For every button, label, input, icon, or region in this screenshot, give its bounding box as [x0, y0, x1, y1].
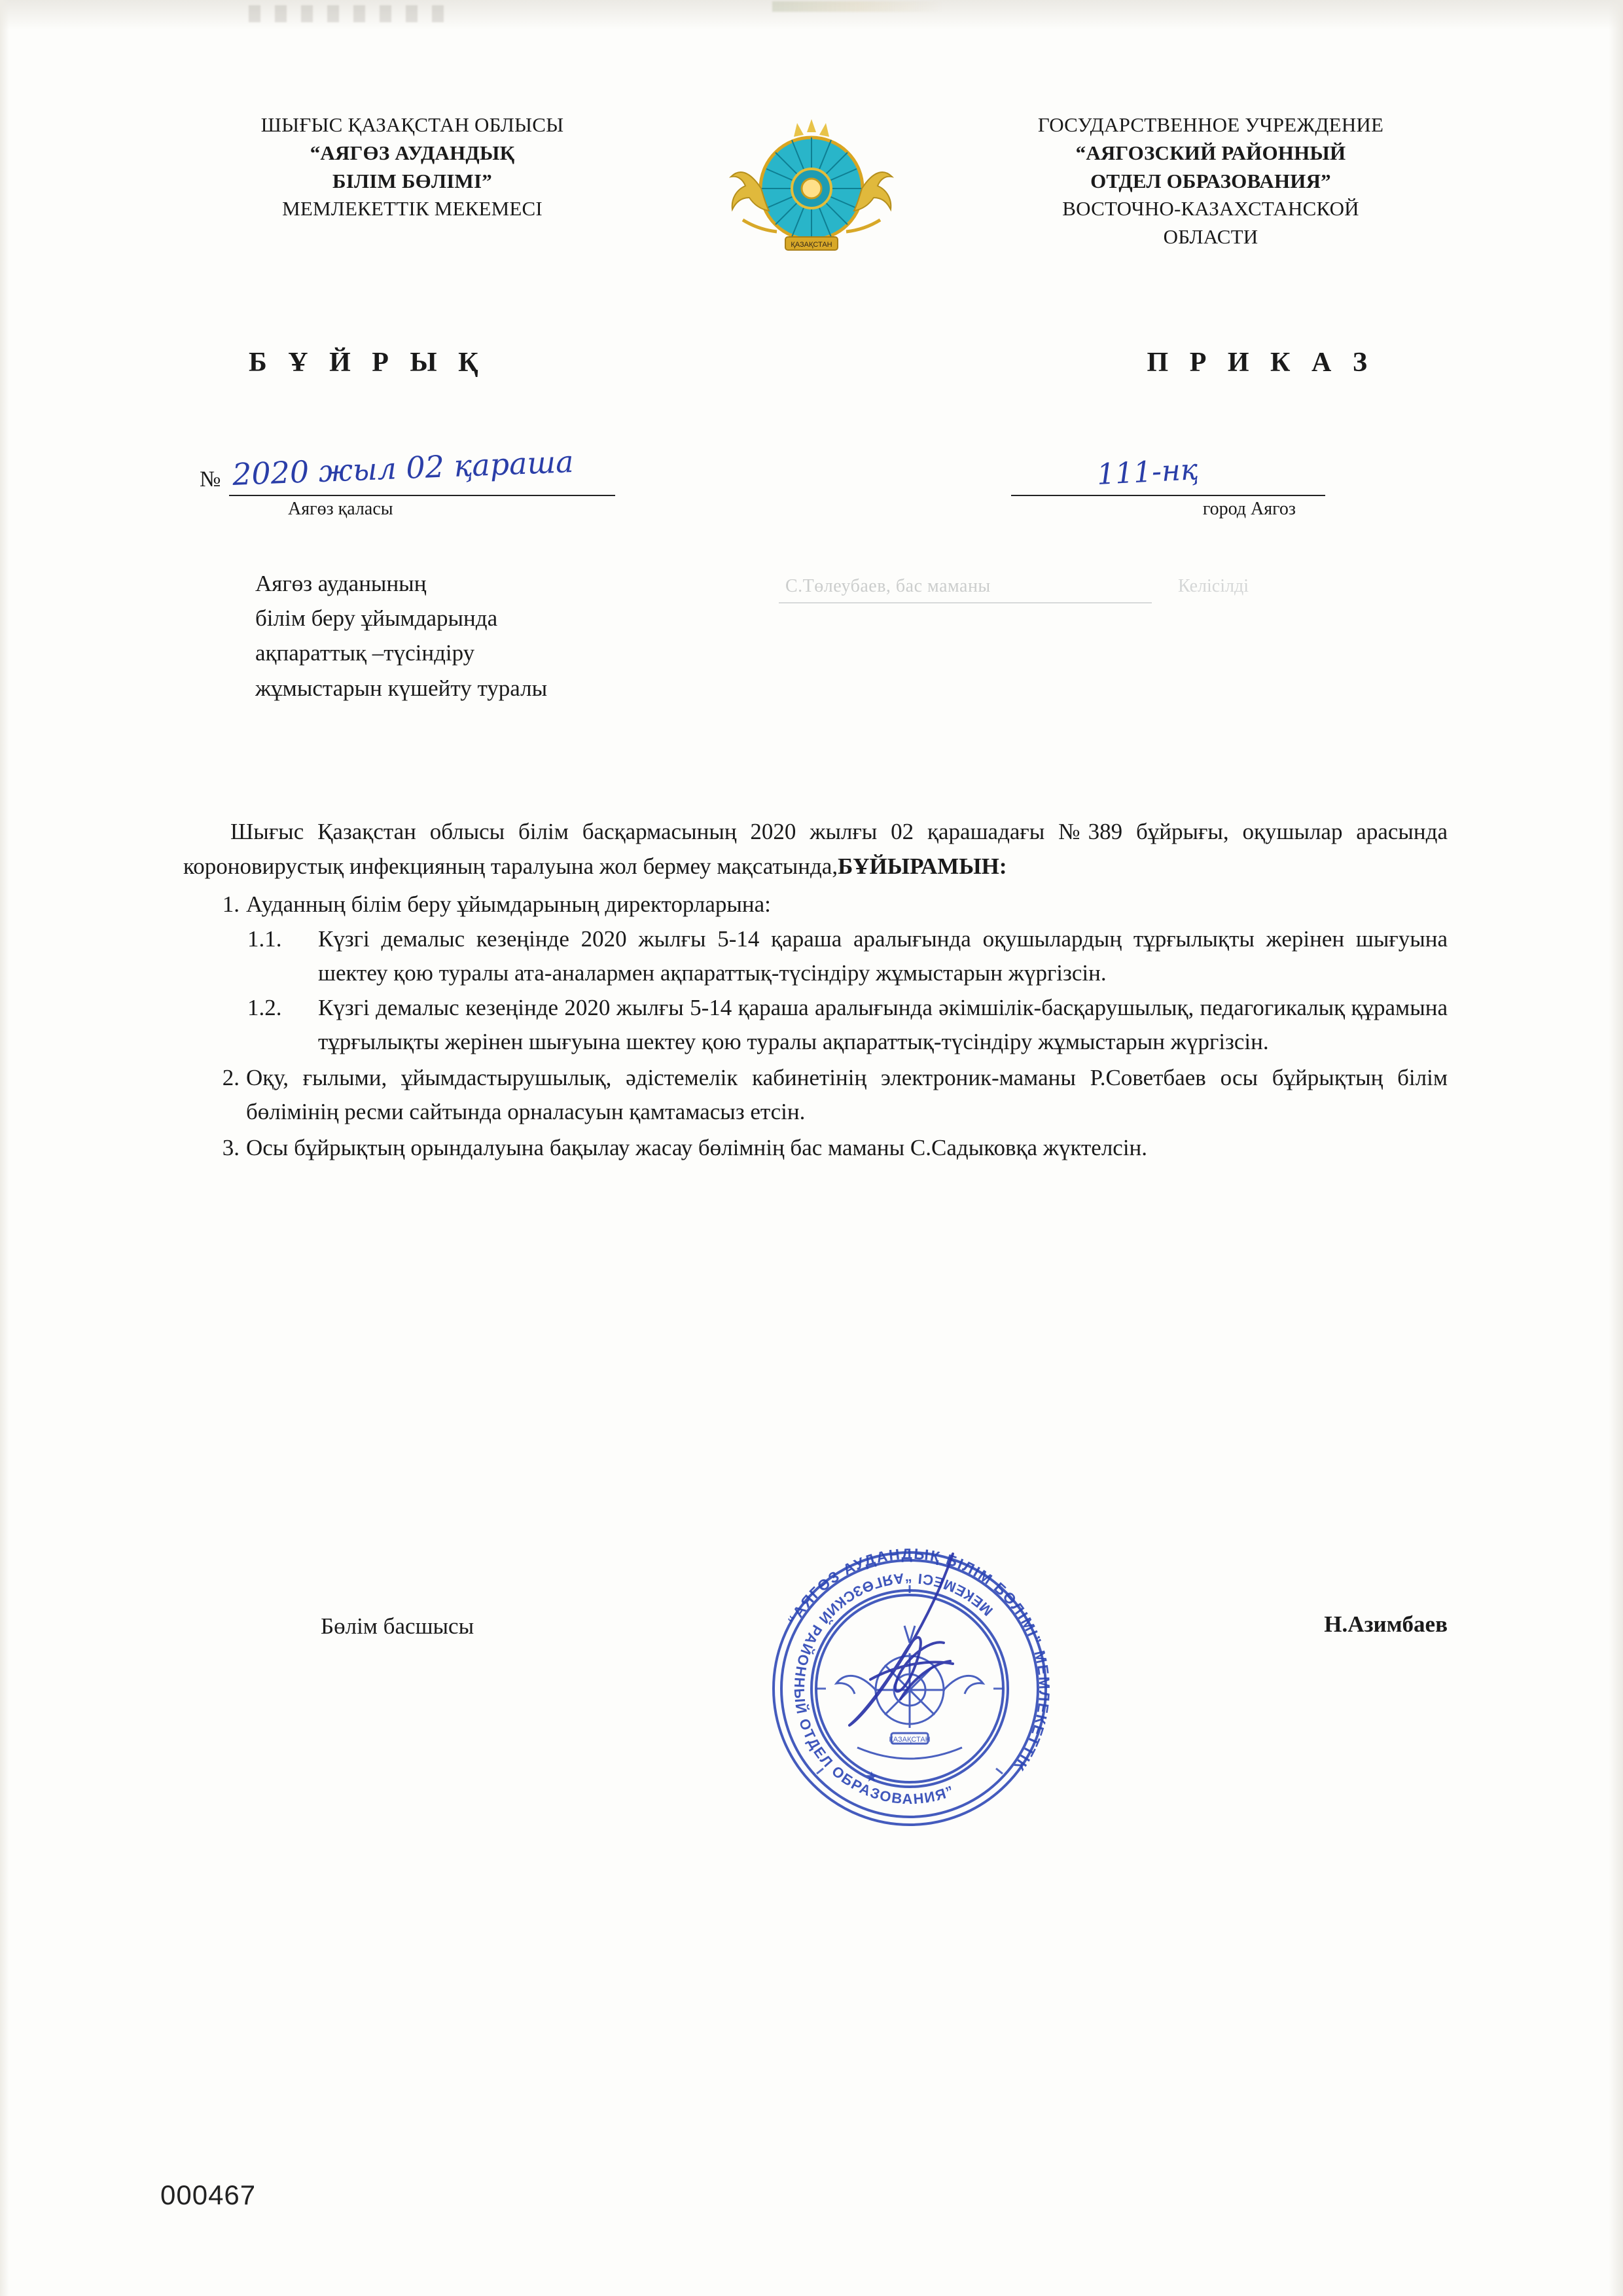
clause-item [246, 1061, 1448, 1130]
scan-artifact-left [0, 0, 9, 2296]
org-ru-line-1: ГОСУДАРСТВЕННОЕ УЧРЕЖДЕНИЕ [1037, 113, 1384, 136]
handwritten-order-number: 111-нқ [1096, 452, 1199, 492]
sub-clause-text: Күзгі демалыс кезеңінде 2020 жылғы 5-14 қараша аралығында оқушылардың тұрғылықты жерінен шығуына шектеу қою туралы ата-аналармен ақпараттық-түсіндіру жұмыстарын жүргізсін. [318, 925, 1448, 986]
scan-artifact-right [1609, 0, 1623, 2296]
org-kz-line-4: МЕМЛЕКЕТТІК МЕКЕМЕСІ [282, 197, 543, 221]
body-intro-text: Шығыс Қазақстан облысы білім басқармасының 2020 жылғы 02 қарашадағы №389 бұйрығы, оқушылар арасында короновирустық инфекцияның таралуына жол бермеу мақсатында, [183, 819, 1448, 879]
official-stamp [746, 1525, 1073, 1852]
clause-text: Осы бұйрықтың орындалуына бақылау жасау бөлімнің бас маманы С.Садыковқа жүктелсін. [246, 1134, 1148, 1160]
sub-clause-item [318, 922, 1448, 991]
clause-item [246, 1131, 1448, 1166]
city-label-russian: город Аягоз [1202, 499, 1296, 519]
clause-text: Ауданның білім беру ұйымдарының директорларына: [246, 891, 771, 917]
organization-name-kazakh [164, 111, 661, 223]
coat-of-arms-icon [713, 111, 910, 266]
clause-item [246, 888, 1448, 1060]
svg-text:“АЯГӨЗ АУДАНДЫҚ БІЛІМ БӨЛІМІ”: “АЯГӨЗ АУДАНДЫҚ БІЛІМ БӨЛІМІ” МЕМЛЕКЕТТІК [784, 1545, 1054, 1775]
order-clause-list [183, 888, 1448, 1165]
sub-clause-item [318, 991, 1448, 1060]
org-kz-line-3: БІЛІМ БӨЛІМІ” [332, 169, 492, 192]
bleed-through-rule [779, 602, 1152, 603]
org-ru-line-3: ОТДЕЛ ОБРАЗОВАНИЯ” [1090, 169, 1331, 192]
svg-text:★: ★ [865, 1768, 878, 1785]
handwritten-signature [772, 1545, 1054, 1793]
bleed-through-text-1: С.Төлеубаев, бас маманы [785, 576, 991, 596]
rule-right [1011, 495, 1325, 496]
sub-clause-text: Күзгі демалыс кезеңінде 2020 жылғы 5-14 қараша аралығында әкімшілік-басқарушылық, педагогикалық құрамына тұрғылықты жерінен шығуына шектеу қою туралы ақпараттық-түсіндіру жұмыстарын жүргізсін. [318, 994, 1448, 1054]
scan-artifact-smudge-2 [772, 1, 942, 12]
svg-text:ҚАЗАҚСТАН: ҚАЗАҚСТАН [889, 1736, 931, 1744]
number-symbol: № [200, 467, 221, 492]
rule-left [229, 495, 615, 496]
bleed-through-text-2: Келісілді [1178, 576, 1249, 596]
city-label-kazakh: Аягөз қаласы [288, 499, 393, 519]
org-ru-line-4: ВОСТОЧНО-КАЗАХСТАНСКОЙ [1062, 197, 1359, 221]
subject-line-1: Аягөз ауданының [255, 571, 427, 596]
order-title-kazakh: Б Ұ Й Р Ы Қ [249, 348, 486, 378]
subject-line-4: жұмыстарын күшейту туралы [255, 675, 548, 701]
body-intro [183, 815, 1448, 884]
sub-clause-list [246, 922, 1448, 1060]
document-body [183, 815, 1448, 1166]
signer-name: Н.Азимбаев [1324, 1611, 1448, 1637]
svg-text:ҚАЗАҚСТАН: ҚАЗАҚСТАН [791, 241, 832, 249]
clause-text: Оқу, ғылыми, ұйымдастырушылық, әдістемелік кабинетінің электроник-маманы Р.Советбаев осы бұйрықтың білім бөлімінің ресми сайтында орналасуын қамтамасыз етсін. [246, 1064, 1448, 1124]
handwritten-date: 2020 жыл 02 қараша [232, 444, 575, 492]
document-title-row [164, 347, 1459, 378]
organization-name-russian [962, 111, 1459, 251]
svg-text:МЕКЕМЕСІ “АЯГӨЗСКИЙ РАЙОННЫЙ О: МЕКЕМЕСІ “АЯГӨЗСКИЙ РАЙОННЫЙ ОТДЕЛ ОБРАЗОВАНИЯ” [791, 1570, 996, 1808]
scan-artifact-smudge [249, 5, 458, 22]
body-intro-keyword: БҰЙЫРАМЫН: [838, 853, 1007, 879]
archive-page-number: 000467 [160, 2179, 257, 2210]
order-title-russian: П Р И К А З [1147, 348, 1374, 378]
org-ru-line-5: ОБЛАСТИ [1163, 225, 1258, 249]
order-number-line [164, 444, 1459, 530]
signer-position: Бөлім басшысы [321, 1613, 474, 1639]
subject-line-2: білім беру ұйымдарында [255, 605, 498, 632]
document-header [164, 111, 1459, 266]
document-subject [255, 566, 753, 706]
org-kz-line-2: “АЯГӨЗ АУДАНДЫҚ [310, 141, 515, 164]
org-ru-line-2: “АЯГОЗСКИЙ РАЙОННЫЙ [1075, 141, 1346, 164]
subject-line-3: ақпараттық –түсіндіру [255, 640, 475, 666]
org-kz-line-1: ШЫҒЫС ҚАЗАҚСТАН ОБЛЫСЫ [260, 113, 564, 136]
